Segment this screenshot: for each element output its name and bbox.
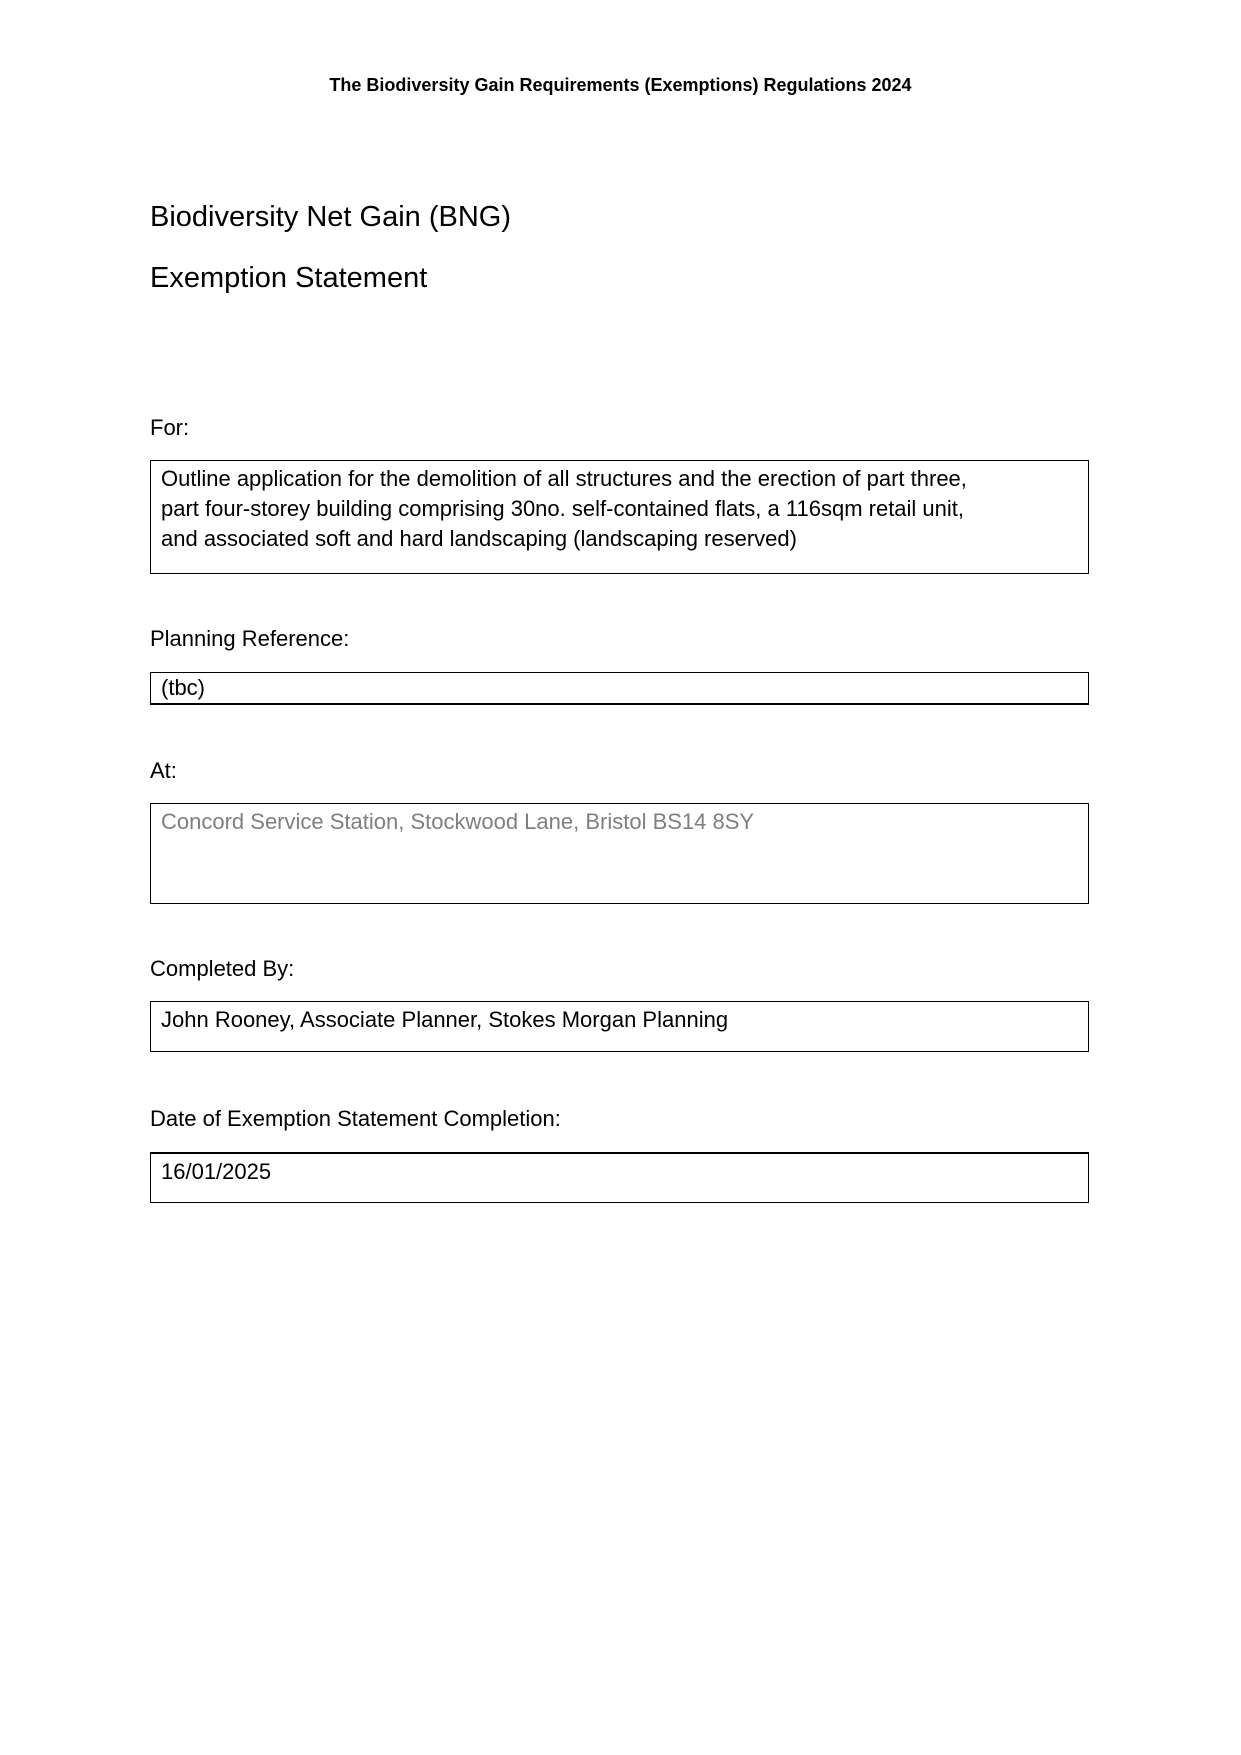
at-field[interactable]: Concord Service Station, Stockwood Lane, Bristol BS14 8SY	[150, 803, 1089, 904]
at-label: At:	[150, 758, 177, 783]
completed-by-field[interactable]: John Rooney, Associate Planner, Stokes Morgan Planning	[150, 1001, 1089, 1052]
completed-by-label: Completed By:	[150, 956, 295, 981]
regulation-header: The Biodiversity Gain Requirements (Exemptions) Regulations 2024	[329, 75, 912, 95]
completion-date-label: Date of Exemption Statement Completion:	[150, 1106, 561, 1131]
planning-reference-field[interactable]: (tbc)	[150, 672, 1089, 705]
for-label: For:	[150, 415, 190, 440]
planning-reference-label: Planning Reference:	[150, 626, 350, 651]
completion-date-field[interactable]: 16/01/2025	[150, 1152, 1089, 1203]
for-field[interactable]: Outline application for the demolition of all structures and the erection of part three, part four-storey building comprising 30no. self-contained flats, a 116sqm retail unit, and associated soft and hard landscaping (landscaping reserved)	[150, 460, 1089, 574]
document-subtitle: Exemption Statement	[150, 262, 428, 294]
document-title: Biodiversity Net Gain (BNG)	[150, 201, 511, 233]
